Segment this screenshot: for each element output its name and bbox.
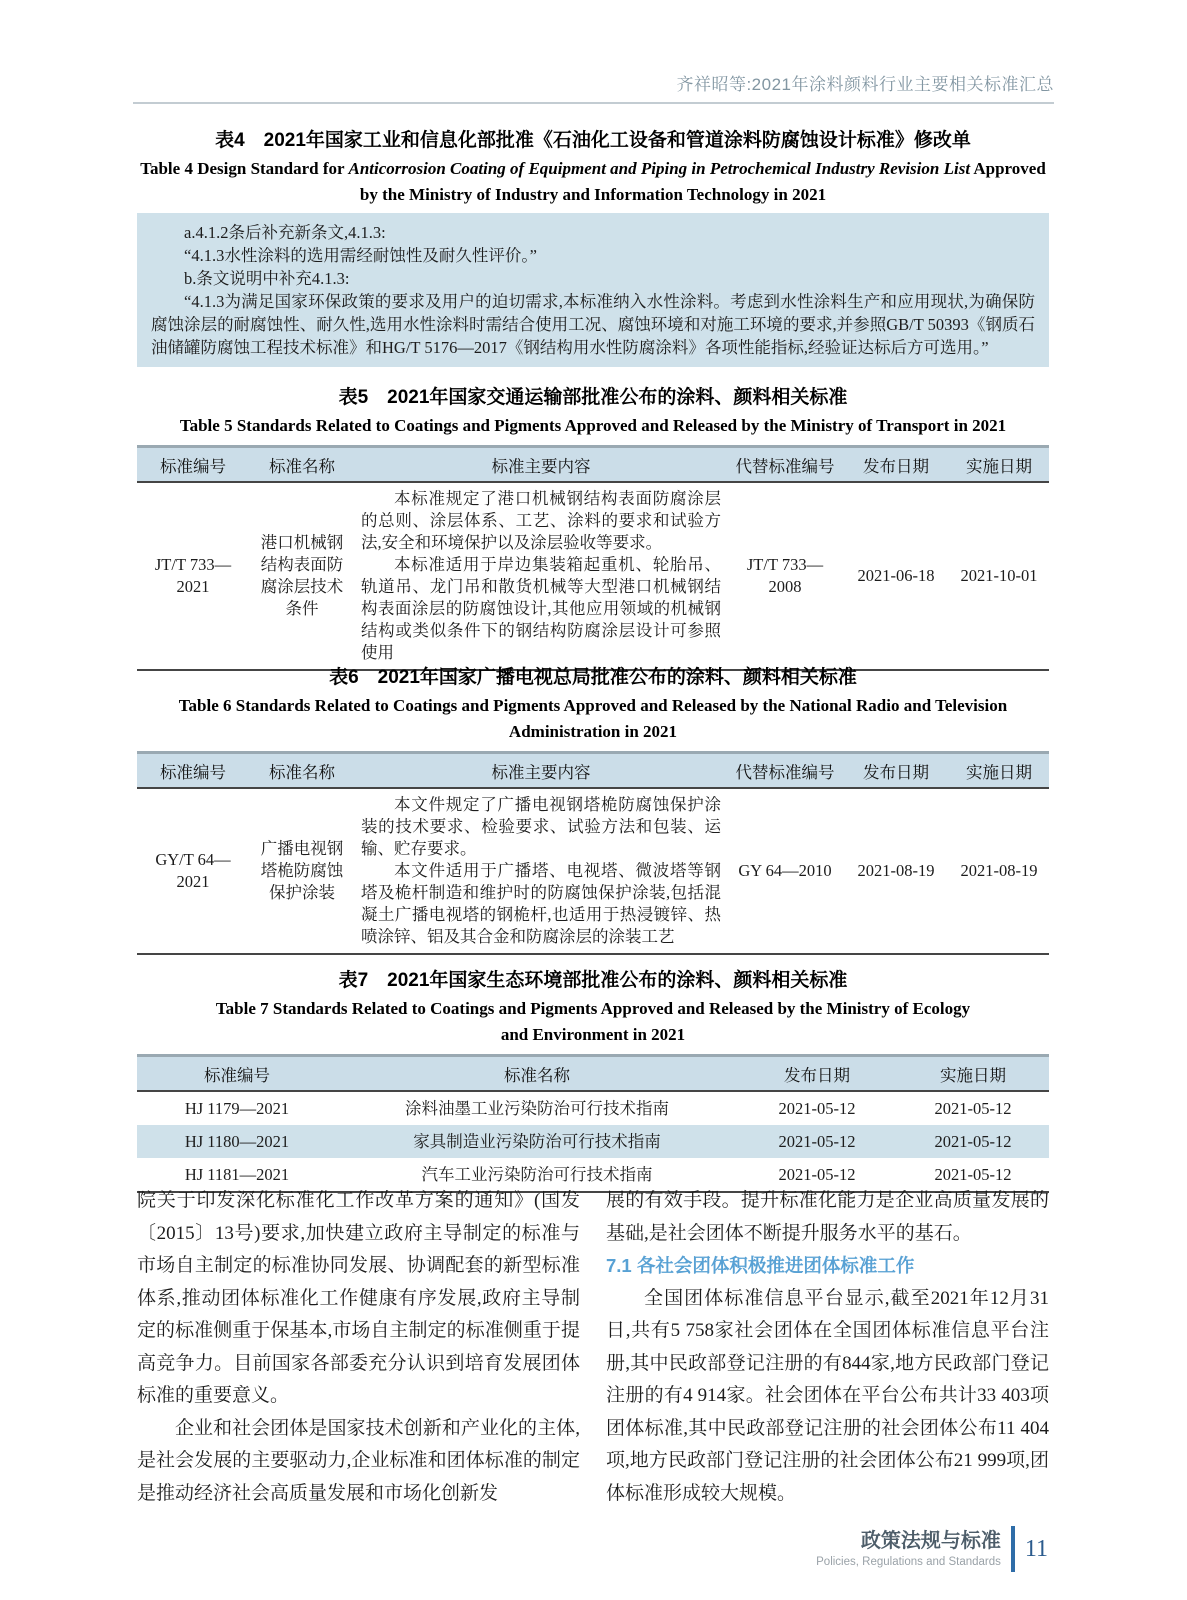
col-header-effective: 实施日期 [949,447,1049,483]
running-header-title: 齐祥昭等:2021年涂料颜料行业主要相关标准汇总 [676,75,1054,94]
table4-title-cn: 表4 2021年国家工业和信息化部批准《石油化工设备和管道涂料防腐蚀设计标准》修改单 [215,130,971,151]
footer-section-titles [816,1530,1001,1568]
table5-header-row [137,447,1049,483]
table4-title-en-prefix: Table 4 Design Standard for [140,159,349,178]
cell-standard-code: HJ 1179—2021 [184,1098,290,1118]
table7-section [137,968,1049,1193]
cell-effective-date: 2021-05-12 [934,1164,1012,1184]
table5-section [137,385,1049,671]
table6-title-en: Table 6 Standards Related to Coatings and Pigments Approved and Released by the National Radio and Television Administration in 2021 [178,696,1008,741]
cell-issue-date: 2021-08-19 [857,861,935,880]
table5-standards-table [137,445,1049,671]
table6-title-cn: 表6 2021年国家广播电视总局批准公布的涂料、颜料相关标准 [329,667,857,688]
table4-title-en-suffix: Approved by the Ministry of Industry and Information Technology in 2021 [359,159,1046,204]
body-text-columns [137,1185,1049,1510]
section-7-1-heading: 7.1 各社会团体积极推进团体标准工作 [606,1255,915,1276]
content-paragraph: 本文件适用于广播塔、电视塔、微波塔等钢塔及桅杆制造和维护时的防腐蚀保护涂装,包括混凝土广播电视塔的钢桅杆,也适用于热浸镀锌、热喷涂锌、铝及其合金和防腐涂层的涂装工艺 [361,861,721,946]
table7-title-cn: 表7 2021年国家生态环境部批准公布的涂料、颜料相关标准 [338,970,848,991]
note-line: b.条文说明中补充4.1.3: [184,269,350,288]
body-paragraph: 全国团体标准信息平台显示,截至2021年12月31日,共有5 758家社会团体在全国团体标准信息平台注册,其中民政部登记注册的有844家,地方民政部门登记注册的有4 914家。社会团体在平台公布共计33 403项团体标准,其中民政部登记注册的社会团体公布11 404项,地方民政部门登记注册的社会团体公布21 999项,团体标准形成较大规模。 [606,1287,1049,1504]
body-left-column [137,1185,580,1510]
col-header-effective: 实施日期 [897,1056,1049,1092]
cell-standard-code: HJ 1180—2021 [184,1131,290,1151]
col-header-name: 标准名称 [249,753,355,789]
cell-standard-name: 涂料油墨工业污染防治可行技术指南 [405,1098,669,1118]
col-header-content: 标准主要内容 [355,753,727,789]
col-header-issued: 发布日期 [843,447,949,483]
cell-standard-content [355,482,727,670]
cell-effective-date: 2021-05-12 [934,1131,1012,1151]
col-header-name: 标准名称 [337,1056,737,1092]
col-header-effective: 实施日期 [949,753,1049,789]
page-number: 11 [1024,1536,1048,1562]
footer-section-title-en: Policies, Regulations and Standards [816,1556,1001,1568]
content-paragraph: 本文件规定了广播电视钢塔桅防腐蚀保护涂装的技术要求、检验要求、试验方法和包装、运输、贮存要求。 [361,795,721,858]
cell-standard-name: 家具制造业污染防治可行技术指南 [413,1131,661,1151]
cell-standard-code: HJ 1181—2021 [184,1164,290,1184]
footer-section-title-cn: 政策法规与标准 [860,1530,1001,1552]
cell-effective-date: 2021-10-01 [960,566,1038,585]
table6-standards-table [137,751,1049,955]
col-header-replaces: 代替标准编号 [727,753,843,789]
body-paragraph: 企业和社会团体是国家技术创新和产业化的主体,是社会发展的主要驱动力,企业标准和团体标准的制定是推动经济社会高质量发展和市场化创新发 [137,1417,580,1504]
table4-title-en-italic: Anticorrosion Coating of Equipment and Piping in Petrochemical Industry Revision List [348,159,971,178]
cell-effective-date: 2021-05-12 [934,1098,1012,1118]
table5-row [137,482,1049,670]
col-header-replaces: 代替标准编号 [727,447,843,483]
note-line: “4.1.3为满足国家环保政策的要求及用户的迫切需求,本标准纳入水性涂料。考虑到水性涂料生产和应用现状,为确保防腐蚀涂层的耐腐蚀性、耐久性,选用水性涂料时需结合使用工况、腐蚀环境和对施工环境的要求,并参照GB/T 50393《钢质石油储罐防腐蚀工程技术标准》和HG/T 5176—2017《钢结构用水性防腐涂料》各项性能指标,经验证达标后方可选用。” [151,292,1035,357]
cell-standard-code: JT/T 733—2021 [154,555,232,596]
table7-title-en: Table 7 Standards Related to Coatings and Pigments Approved and Released by the Ministry of Ecology and Environment in 2021 [215,999,971,1044]
cell-standard-content [355,788,727,954]
cell-issue-date: 2021-05-12 [778,1164,856,1184]
table7-row [137,1125,1049,1158]
cell-replaced-code: JT/T 733—2008 [746,555,824,596]
table4-section [137,128,1049,367]
table7-standards-table [137,1054,1049,1193]
col-header-code: 标准编号 [137,447,249,483]
table7-row [137,1091,1049,1125]
cell-issue-date: 2021-06-18 [857,566,935,585]
col-header-name: 标准名称 [249,447,355,483]
table4-revision-note-box [137,213,1049,367]
body-paragraph: 院关于印发深化标准化工作改革方案的通知》(国发〔2015〕13号)要求,加快建立政府主导制定的标准与市场自主制定的标准协同发展、协调配套的新型标准体系,推动团体标准化工作健康有序发展,政府主导制定的标准侧重于保基本,市场自主制定的标准侧重于提高竞争力。目前国家各部委充分认识到培育发展团体标准的重要意义。 [137,1190,580,1406]
cell-standard-name: 广播电视钢塔桅防腐蚀保护涂装 [260,839,344,902]
cell-standard-code: GY/T 64—2021 [155,850,231,891]
page-footer [816,1526,1048,1572]
cell-standard-name: 汽车工业污染防治可行技术指南 [421,1164,653,1184]
table5-title-en: Table 5 Standards Related to Coatings and Pigments Approved and Released by the Ministry of Transport in 2021 [179,416,1007,435]
table6-section [137,665,1049,955]
note-line: a.4.1.2条后补充新条文,4.1.3: [184,223,386,242]
col-header-content: 标准主要内容 [355,447,727,483]
cell-issue-date: 2021-05-12 [778,1098,856,1118]
footer-divider-bar [1011,1526,1015,1572]
note-line: “4.1.3水性涂料的选用需经耐蚀性及耐久性评价。” [184,246,537,265]
running-header [133,70,1054,104]
content-paragraph: 本标准适用于岸边集装箱起重机、轮胎吊、轨道吊、龙门吊和散货机械等大型港口机械钢结构表面涂层的防腐蚀设计,其他应用领域的机械钢结构或类似条件下的钢结构防腐涂层设计可参照使用 [361,555,721,662]
body-right-column [606,1185,1049,1510]
cell-issue-date: 2021-05-12 [778,1131,856,1151]
cell-effective-date: 2021-08-19 [960,861,1038,880]
table4-title-en [137,156,1049,208]
table7-header-row [137,1056,1049,1092]
col-header-issued: 发布日期 [737,1056,897,1092]
cell-replaced-code: GY 64—2010 [738,861,832,880]
content-paragraph: 本标准规定了港口机械钢结构表面防腐涂层的总则、涂层体系、工艺、涂料的要求和试验方法,安全和环境保护以及涂层验收等要求。 [361,489,721,552]
table6-header-row [137,753,1049,789]
col-header-code: 标准编号 [137,753,249,789]
table5-title-cn: 表5 2021年国家交通运输部批准公布的涂料、颜料相关标准 [338,387,848,408]
table6-row [137,788,1049,954]
col-header-issued: 发布日期 [843,753,949,789]
body-paragraph: 展的有效手段。提升标准化能力是企业高质量发展的基础,是社会团体不断提升服务水平的基石。 [606,1190,1049,1244]
cell-standard-name: 港口机械钢结构表面防腐涂层技术条件 [260,533,344,618]
col-header-code: 标准编号 [137,1056,337,1092]
